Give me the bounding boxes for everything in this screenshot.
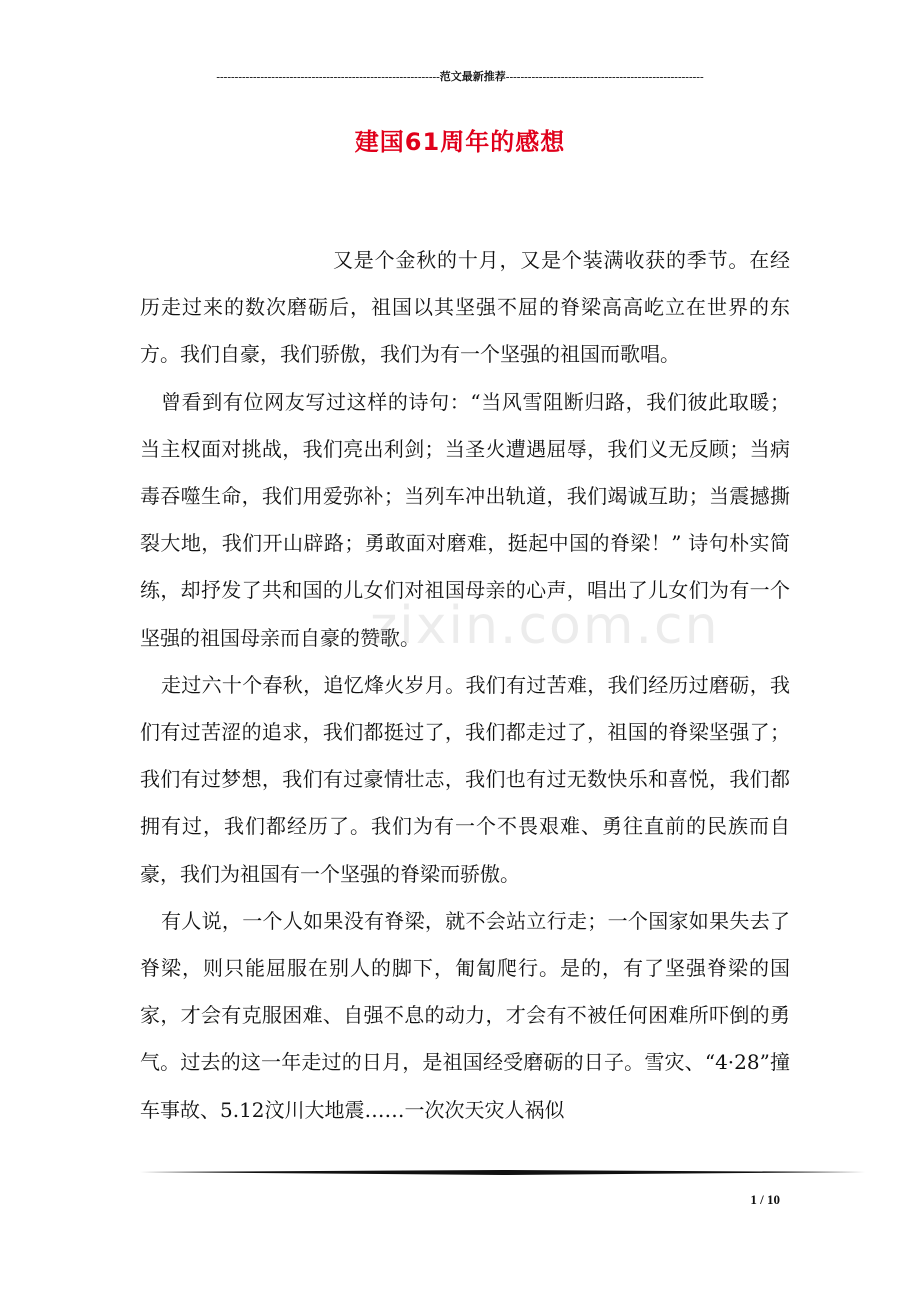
document-title: 建国61周年的感想: [354, 128, 566, 156]
paragraph-2: 曾看到有位网友写过这样的诗句：“当风雪阻断归路，我们彼此取暖；当主权面对挑战，我们亮出利剑；当圣火遭遇屈辱，我们义无反顾；当病毒吞噬生命，我们用爱弥补；当列车冲出轨道，我们竭诚互助；当震撼撕裂大地，我们开山辟路；勇敢面对磨难，挺起中国的脊梁！” 诗句朴实简练，却抒发了共和国的儿女们对祖国母亲的心声，唱出了儿女们为有一个坚强的祖国母亲而自豪的赞歌。: [140, 389, 790, 650]
page-number: 1 / 10: [750, 1192, 780, 1207]
paragraph-3: 走过六十个春秋，追忆烽火岁月。我们有过苦难，我们经历过磨砺，我们有过苦涩的追求，我们都挺过了，我们都走过了，祖国的脊梁坚强了；我们有过梦想，我们有过豪情壮志，我们也有过无数快乐和喜悦，我们都拥有过，我们都经历了。我们为有一个不畏艰难、勇往直前的民族而自豪，我们为祖国有一个坚强的脊梁而骄傲。: [140, 672, 790, 886]
document-body: [140, 237, 790, 1134]
header-banner: -------------------------------------------------------------范文最新推荐------------------------------------------------------: [216, 71, 704, 83]
footer-divider: [140, 1170, 865, 1175]
paragraph-1: 又是个金秋的十月，又是个装满收获的季节。在经历走过来的数次磨砺后，祖国以其坚强不屈的脊梁高高屹立在世界的东方。我们自豪，我们骄傲，我们为有一个坚强的祖国而歌唱。: [140, 248, 790, 367]
paragraph-4: 有人说，一个人如果没有脊梁，就不会站立行走；一个国家如果失去了脊梁，则只能屈服在别人的脚下，匍匐爬行。是的，有了坚强脊梁的国家，才会有克服困难、自强不息的动力，才会有不被任何困难所吓倒的勇气。过去的这一年走过的日月，是祖国经受磨砺的日子。雪灾、“4·28”撞车事故、5.12汶川大地震……一次次天灾人祸似: [140, 908, 790, 1122]
watermark: zixin.com.cn: [370, 596, 720, 656]
